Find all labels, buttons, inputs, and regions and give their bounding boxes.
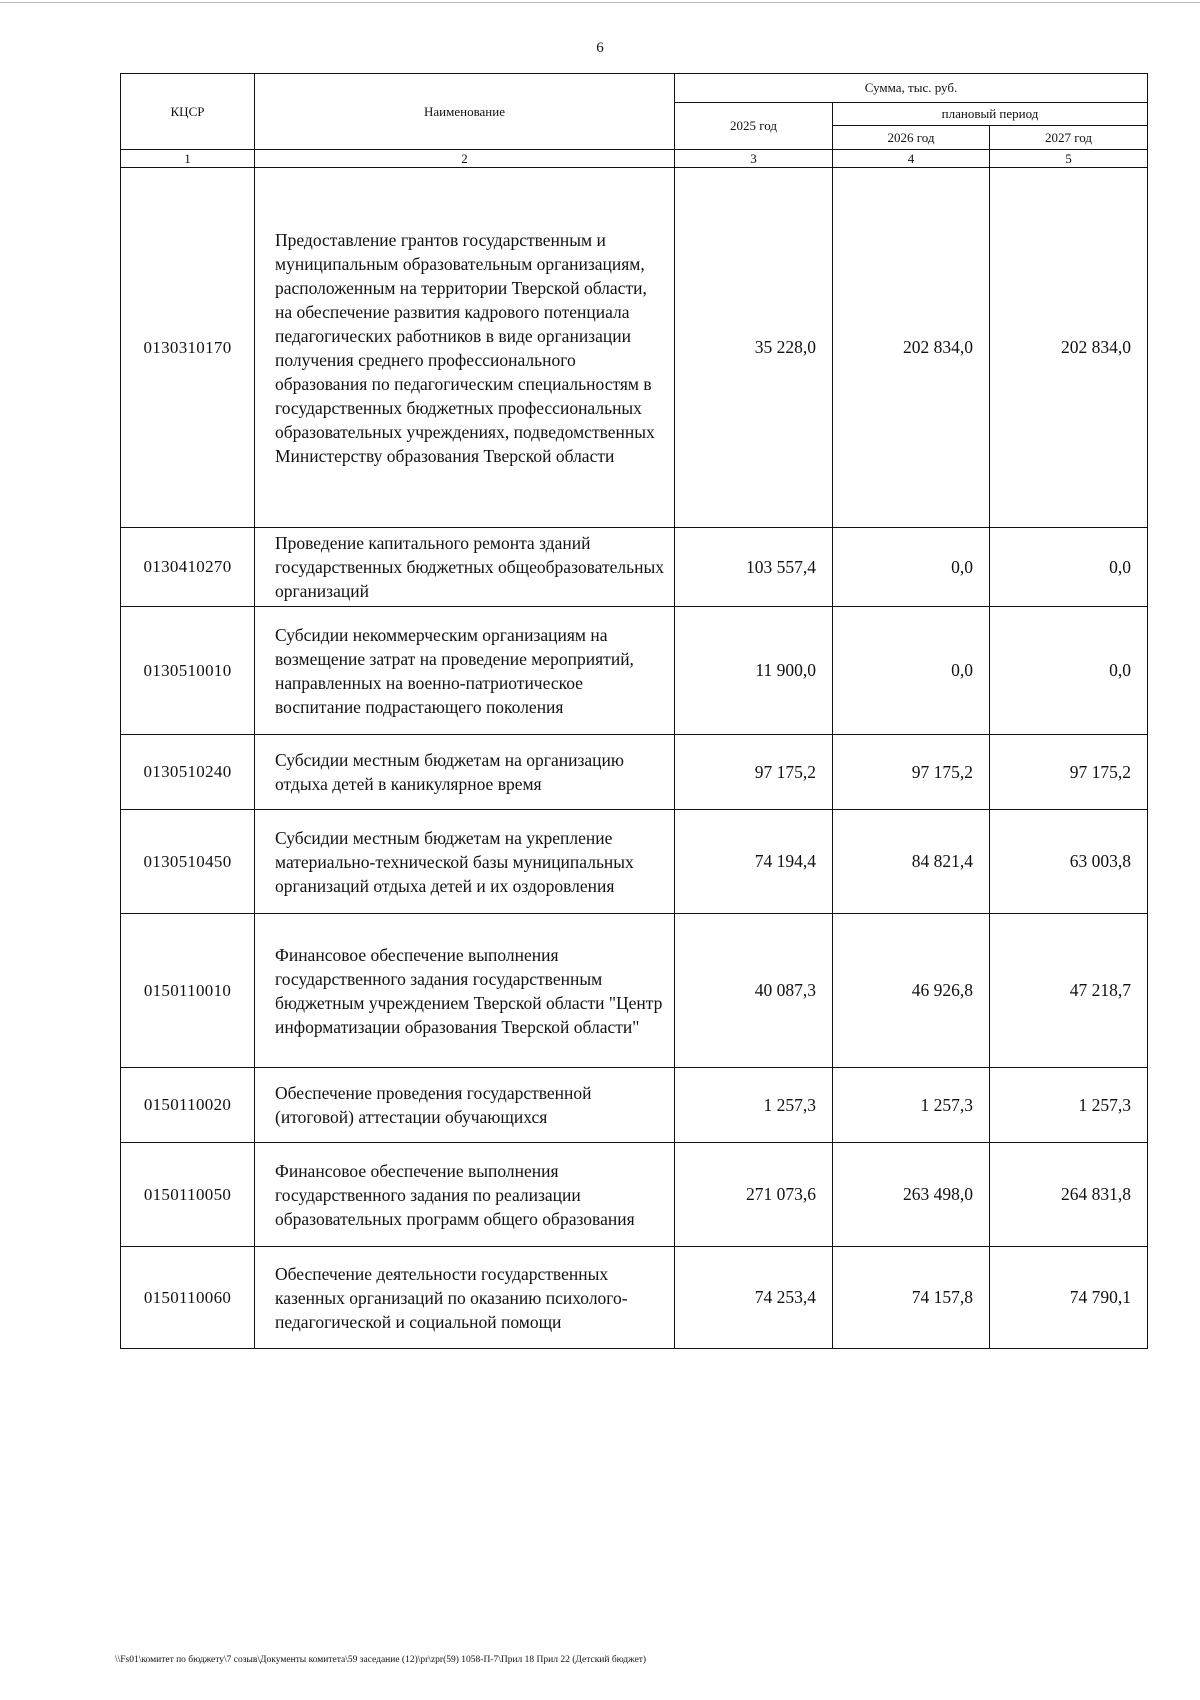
row-name: Субсидии местным бюджетам на организацию отдыха детей в каникулярное время <box>255 735 675 810</box>
table-row <box>121 1068 1148 1143</box>
column-number: 2 <box>255 150 675 168</box>
row-value-2025: 271 073,6 <box>675 1143 833 1247</box>
header-planned-period: плановый период <box>833 103 1148 126</box>
row-name: Проведение капитального ремонта зданий государственных бюджетных общеобразовательных организаций <box>255 528 675 607</box>
row-code: 0150110010 <box>121 914 255 1068</box>
row-value-2025: 103 557,4 <box>675 528 833 607</box>
row-value-2027: 264 831,8 <box>990 1143 1148 1247</box>
row-code: 0130310170 <box>121 168 255 528</box>
budget-table <box>120 73 1148 1349</box>
column-number: 1 <box>121 150 255 168</box>
row-value-2026: 263 498,0 <box>833 1143 990 1247</box>
table-header <box>121 74 1148 168</box>
row-value-2025: 40 087,3 <box>675 914 833 1068</box>
row-value-2027: 47 218,7 <box>990 914 1148 1068</box>
row-value-2026: 0,0 <box>833 528 990 607</box>
row-name: Субсидии местным бюджетам на укрепление материально-технической базы муниципальных организаций отдыха детей и их оздоровления <box>255 810 675 914</box>
row-name: Субсидии некоммерческим организациям на возмещение затрат на проведение мероприятий, направленных на военно-патриотическое воспитание подрастающего поколения <box>255 607 675 735</box>
table-row <box>121 607 1148 735</box>
row-value-2025: 1 257,3 <box>675 1068 833 1143</box>
row-value-2027: 1 257,3 <box>990 1068 1148 1143</box>
header-year-2025: 2025 год <box>675 103 833 150</box>
row-value-2027: 202 834,0 <box>990 168 1148 528</box>
header-year-2027: 2027 год <box>990 126 1148 150</box>
row-code: 0150110020 <box>121 1068 255 1143</box>
row-value-2025: 97 175,2 <box>675 735 833 810</box>
row-value-2027: 74 790,1 <box>990 1247 1148 1349</box>
row-value-2027: 0,0 <box>990 528 1148 607</box>
row-value-2026: 74 157,8 <box>833 1247 990 1349</box>
row-name: Обеспечение проведения государственной (итоговой) аттестации обучающихся <box>255 1068 675 1143</box>
table-row <box>121 1247 1148 1349</box>
column-number: 4 <box>833 150 990 168</box>
header-kcsr: КЦСР <box>121 74 255 150</box>
row-value-2025: 74 194,4 <box>675 810 833 914</box>
row-code: 0150110060 <box>121 1247 255 1349</box>
row-value-2027: 63 003,8 <box>990 810 1148 914</box>
header-name: Наименование <box>255 74 675 150</box>
table-row <box>121 528 1148 607</box>
row-code: 0130510450 <box>121 810 255 914</box>
row-value-2026: 1 257,3 <box>833 1068 990 1143</box>
row-value-2026: 202 834,0 <box>833 168 990 528</box>
header-year-2026: 2026 год <box>833 126 990 150</box>
row-code: 0130410270 <box>121 528 255 607</box>
row-name: Финансовое обеспечение выполнения государственного задания по реализации образовательных программ общего образования <box>255 1143 675 1247</box>
scan-edge-line <box>0 2 1200 3</box>
row-name: Предоставление грантов государственным и муниципальным образовательным организациям, расположенным на территории Тверской области, на обеспечение развития кадрового потенциала педагогических работников в виде организации получения среднего профессионального образования по педагогическим специальностям в государственных бюджетных профессиональных образовательных учреждениях, подведомственных Министерству образования Тверской области <box>255 168 675 528</box>
row-value-2025: 11 900,0 <box>675 607 833 735</box>
column-number: 3 <box>675 150 833 168</box>
row-value-2027: 97 175,2 <box>990 735 1148 810</box>
row-value-2026: 84 821,4 <box>833 810 990 914</box>
column-number: 5 <box>990 150 1148 168</box>
file-path-footer: \\Fs01\комитет по бюджету\7 созыв\Документы комитета\59 заседание (12)\pr\zpr(59) 1058-П-7\Прил 18 Прил 22 (Детский бюджет) <box>115 1655 647 1665</box>
row-value-2026: 46 926,8 <box>833 914 990 1068</box>
row-code: 0130510240 <box>121 735 255 810</box>
row-code: 0150110050 <box>121 1143 255 1247</box>
table-row <box>121 914 1148 1068</box>
row-code: 0130510010 <box>121 607 255 735</box>
table-row <box>121 168 1148 528</box>
table-body <box>121 168 1148 1349</box>
row-value-2025: 35 228,0 <box>675 168 833 528</box>
table-row <box>121 810 1148 914</box>
page-number: 6 <box>596 40 604 56</box>
column-number-row <box>121 150 1148 168</box>
row-name: Финансовое обеспечение выполнения государственного задания государственным бюджетным учреждением Тверской области "Центр информатизации образования Тверской области" <box>255 914 675 1068</box>
row-value-2026: 97 175,2 <box>833 735 990 810</box>
table-row <box>121 1143 1148 1247</box>
row-value-2026: 0,0 <box>833 607 990 735</box>
row-value-2027: 0,0 <box>990 607 1148 735</box>
header-sum: Сумма, тыс. руб. <box>675 74 1148 103</box>
row-value-2025: 74 253,4 <box>675 1247 833 1349</box>
row-name: Обеспечение деятельности государственных казенных организаций по оказанию психолого-педагогической и социальной помощи <box>255 1247 675 1349</box>
table-row <box>121 735 1148 810</box>
